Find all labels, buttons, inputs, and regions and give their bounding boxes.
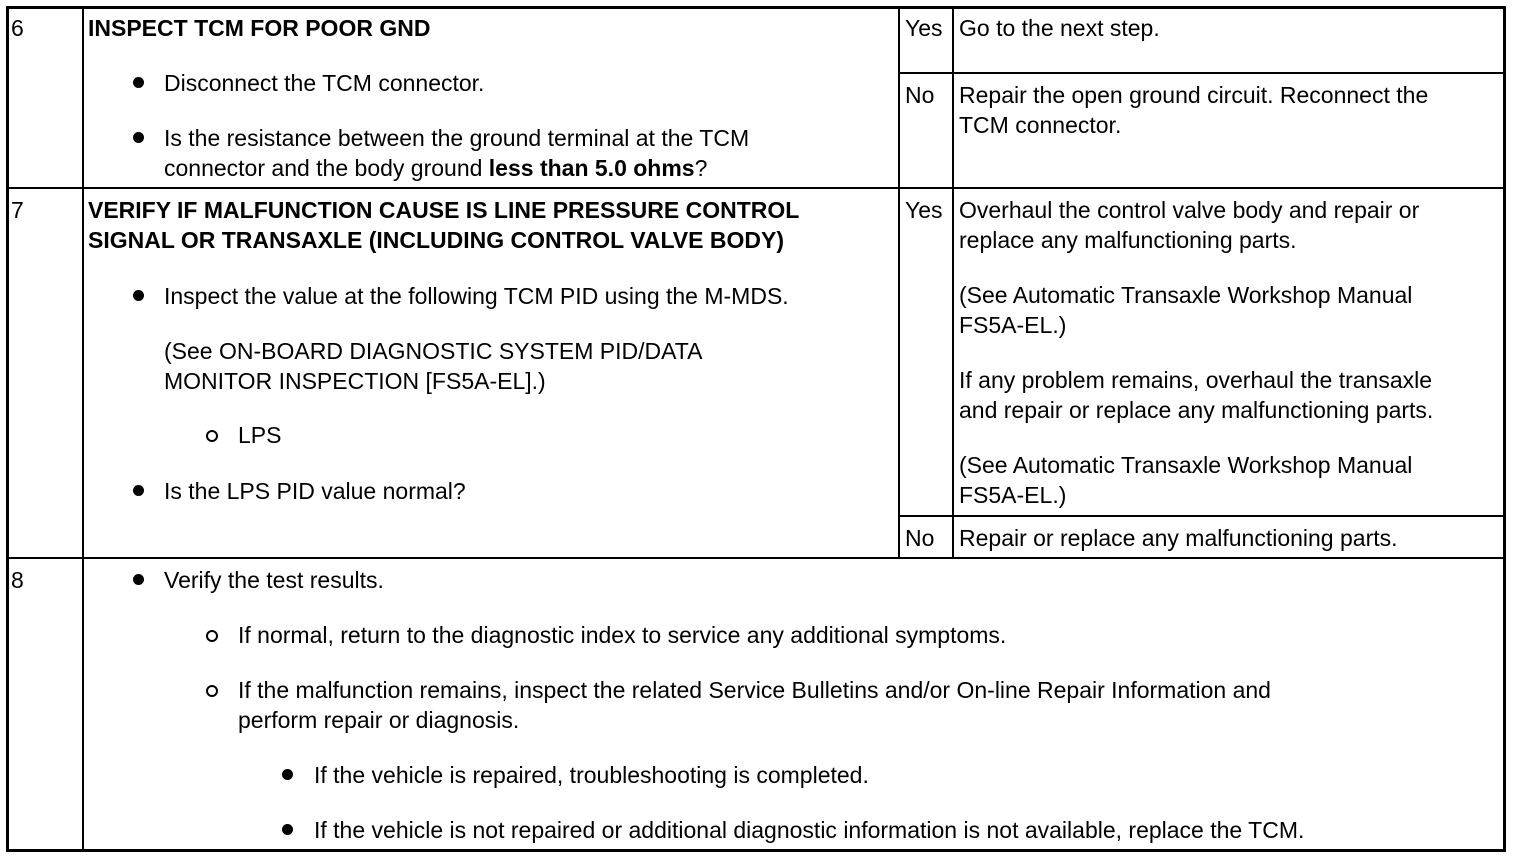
action-text: (See ON-BOARD DIAGNOSTIC SYSTEM PID/DATA [164,338,703,364]
yes-result: FS5A-EL.) [959,482,1067,508]
action-text: perform repair or diagnosis. [238,707,520,733]
action-text: connector and the body ground less than 5.0 ohms? [164,155,708,181]
row6-yes-no-divider [898,72,1504,74]
sub-bullet-icon [206,685,218,697]
yes-result: and repair or replace any malfunctioning parts. [959,397,1434,423]
bullet-icon [282,769,293,780]
col-divider-step [82,8,84,850]
action-text: MONITOR INSPECTION [FS5A-EL].) [164,368,546,394]
step-number: 7 [11,197,24,223]
step-title: INSPECT TCM FOR POOR GND [88,15,431,41]
sub-bullet-icon [206,630,218,642]
bullet-icon [133,77,144,88]
action-text: Is the LPS PID value normal? [164,478,466,504]
row-divider-6-7 [8,187,1504,189]
bullet-icon [133,132,144,143]
no-result: Repair or replace any malfunctioning parts. [959,525,1398,551]
action-text: If the vehicle is not repaired or additional diagnostic information is not available, replace the TCM. [314,817,1305,843]
bullet-icon [133,290,144,301]
col-divider-result [952,8,954,557]
yes-label: Yes [905,197,943,223]
row7-yes-no-divider [898,515,1504,517]
yes-label: Yes [905,15,943,41]
action-text: Verify the test results. [164,567,384,593]
step-number: 8 [11,567,24,593]
action-text: Inspect the value at the following TCM PID using the M-MDS. [164,283,789,309]
yes-result: Overhaul the control valve body and repair or [959,197,1420,223]
yes-result: If any problem remains, overhaul the transaxle [959,367,1433,393]
no-result: TCM connector. [959,112,1122,138]
action-text: Is the resistance between the ground terminal at the TCM [164,125,750,151]
yes-result: Go to the next step. [959,15,1160,41]
step-title: VERIFY IF MALFUNCTION CAUSE IS LINE PRESSURE CONTROL [88,197,800,223]
step-number: 6 [11,15,24,41]
action-text: LPS [238,422,282,448]
action-text: Disconnect the TCM connector. [164,70,485,96]
col-divider-action [898,8,900,557]
action-text: If normal, return to the diagnostic index to service any additional symptoms. [238,622,1007,648]
no-label: No [905,82,935,108]
sub-bullet-icon [206,430,218,442]
bullet-icon [282,824,293,835]
action-text: If the malfunction remains, inspect the related Service Bulletins and/or On-line Repair Information and [238,677,1271,703]
yes-result: FS5A-EL.) [959,312,1067,338]
no-label: No [905,525,935,551]
bullet-icon [133,574,144,585]
no-result: Repair the open ground circuit. Reconnect the [959,82,1429,108]
yes-result: replace any malfunctioning parts. [959,227,1297,253]
yes-result: (See Automatic Transaxle Workshop Manual [959,452,1413,478]
row-divider-7-8 [8,557,1504,559]
step-title: SIGNAL OR TRANSAXLE (INCLUDING CONTROL VALVE BODY) [88,227,784,253]
action-text: If the vehicle is repaired, troubleshooting is completed. [314,762,869,788]
yes-result: (See Automatic Transaxle Workshop Manual [959,282,1413,308]
bullet-icon [133,485,144,496]
